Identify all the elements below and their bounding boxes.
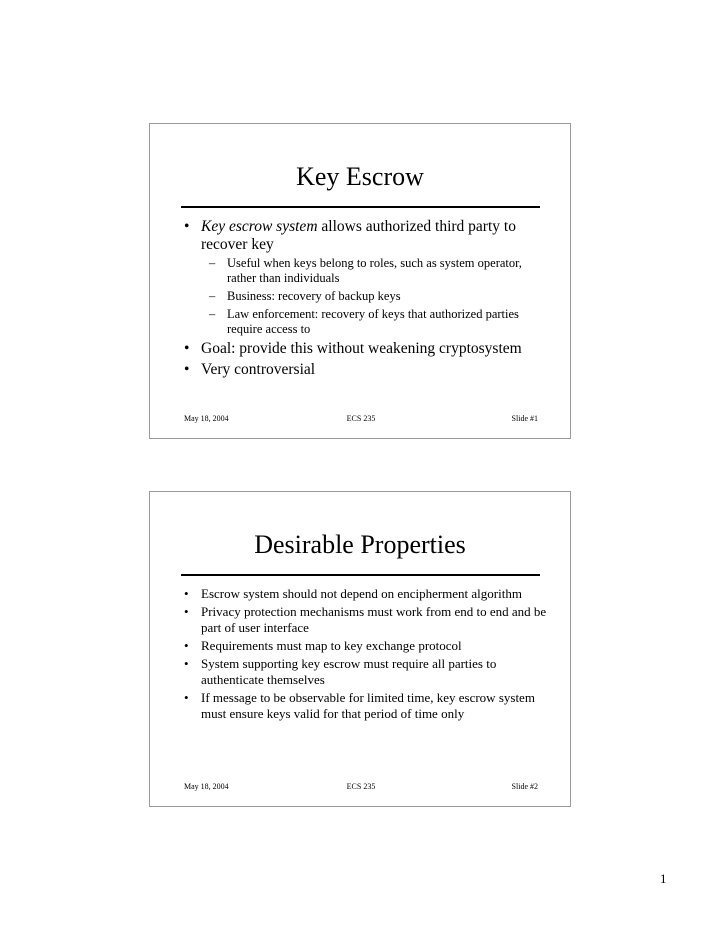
bullet-text: Very controversial — [201, 361, 316, 378]
bullet-text: Privacy protection mechanisms must work from end to end and be part of user interface — [201, 604, 547, 635]
bullet-item — [184, 218, 552, 337]
footer-course: ECS 235 — [346, 782, 376, 791]
bullet-list — [184, 218, 552, 379]
sub-bullet-item — [209, 256, 552, 286]
bullet-icon: • — [184, 638, 189, 653]
bullet-item — [184, 586, 552, 602]
footer-slide-number: Slide #1 — [511, 414, 538, 423]
bullet-item — [184, 656, 552, 688]
bullet-icon: • — [184, 656, 189, 671]
footer-slide-number: Slide #2 — [511, 782, 538, 791]
footer-date: May 18, 2004 — [184, 782, 229, 791]
slide-title: Desirable Properties — [254, 530, 466, 559]
dash-icon: – — [209, 289, 216, 303]
sub-bullet-item — [209, 289, 552, 304]
sub-bullet-item — [209, 307, 552, 337]
sub-bullet-list — [209, 256, 552, 337]
slide-footer — [184, 781, 538, 793]
bullet-text: allows authorized third party to recover key — [201, 218, 516, 253]
bullet-text: Goal: provide this without weakening cryptosystem — [201, 340, 522, 357]
bullet-item — [184, 604, 552, 636]
sub-bullet-text: Useful when keys belong to roles, such as system operator, rather than individuals — [227, 256, 522, 285]
bullet-icon: • — [184, 604, 189, 619]
sub-bullet-text: Law enforcement: recovery of keys that authorized parties require access to — [227, 307, 519, 336]
slide-2 — [149, 491, 571, 807]
footer-course: ECS 235 — [346, 414, 376, 423]
bullet-text: System supporting key escrow must require all parties to authenticate themselves — [201, 656, 497, 687]
slide-title: Key Escrow — [296, 162, 424, 191]
bullet-text: Requirements must map to key exchange protocol — [201, 638, 462, 653]
bullet-item — [184, 361, 552, 379]
bullet-icon: • — [184, 361, 190, 378]
slide-content — [184, 586, 552, 724]
bullet-icon: • — [184, 586, 189, 601]
sub-bullet-text: Business: recovery of backup keys — [227, 289, 401, 303]
bullet-text: Escrow system should not depend on encipherment algorithm — [201, 586, 522, 601]
slide-1 — [149, 123, 571, 439]
bullet-text: If message to be observable for limited time, key escrow system must ensure keys valid for that period of time only — [201, 690, 535, 721]
bullet-icon: • — [184, 690, 189, 705]
bullet-list — [184, 586, 552, 722]
bullet-item — [184, 340, 552, 358]
slide-content — [184, 218, 552, 382]
footer-date: May 18, 2004 — [184, 414, 229, 423]
page-number: 1 — [660, 871, 667, 886]
slide-footer — [184, 413, 538, 425]
dash-icon: – — [209, 256, 216, 270]
bullet-icon: • — [184, 218, 190, 235]
emphasis-text: Key escrow system — [201, 218, 318, 235]
bullet-item — [184, 690, 552, 722]
dash-icon: – — [209, 307, 216, 321]
bullet-item — [184, 638, 552, 654]
bullet-icon: • — [184, 340, 190, 357]
title-divider — [181, 574, 540, 576]
title-divider — [181, 206, 540, 208]
